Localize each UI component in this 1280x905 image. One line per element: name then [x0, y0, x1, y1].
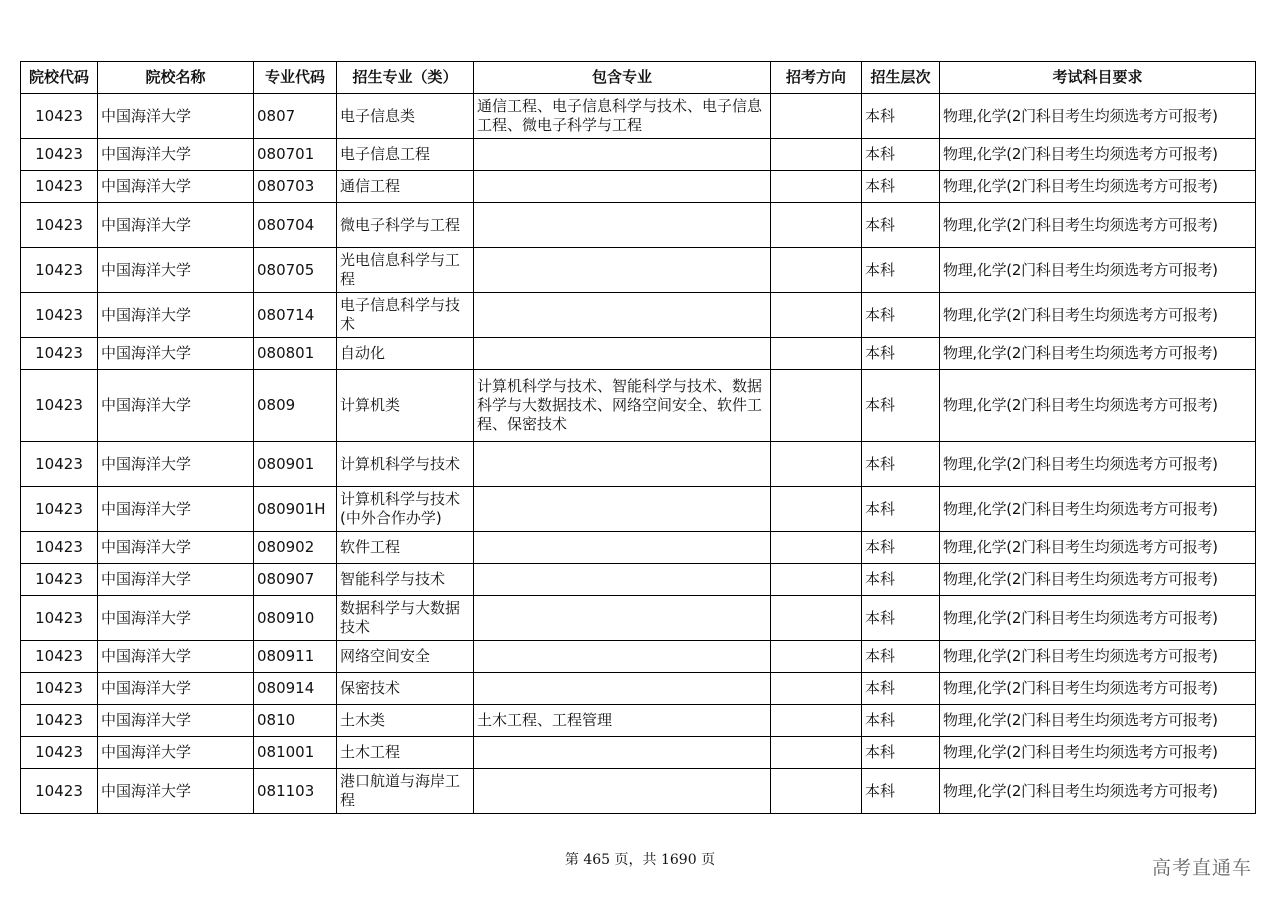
cell-direction	[771, 338, 862, 370]
cell-major-code: 080801	[254, 338, 337, 370]
cell-school-code: 10423	[21, 532, 98, 564]
cell-major: 计算机科学与技术	[337, 442, 474, 487]
table-row	[21, 94, 1256, 139]
cell-direction	[771, 705, 862, 737]
table-row	[21, 293, 1256, 338]
cell-major-code: 080703	[254, 171, 337, 203]
cell-direction	[771, 171, 862, 203]
cell-level: 本科	[862, 171, 940, 203]
cell-subjects: 物理,化学(2门科目考生均须选考方可报考)	[940, 769, 1256, 814]
cell-school-name: 中国海洋大学	[98, 171, 254, 203]
cell-includes	[474, 641, 771, 673]
cell-school-code: 10423	[21, 596, 98, 641]
cell-includes	[474, 139, 771, 171]
cell-subjects: 物理,化学(2门科目考生均须选考方可报考)	[940, 338, 1256, 370]
table-row	[21, 532, 1256, 564]
cell-subjects: 物理,化学(2门科目考生均须选考方可报考)	[940, 705, 1256, 737]
admissions-table	[20, 61, 1256, 814]
cell-direction	[771, 370, 862, 442]
cell-major: 电子信息科学与技术	[337, 293, 474, 338]
cell-school-code: 10423	[21, 293, 98, 338]
cell-direction	[771, 564, 862, 596]
cell-includes	[474, 338, 771, 370]
cell-level: 本科	[862, 769, 940, 814]
cell-level: 本科	[862, 338, 940, 370]
cell-major: 微电子科学与工程	[337, 203, 474, 248]
cell-includes	[474, 564, 771, 596]
table-row	[21, 248, 1256, 293]
cell-major: 土木工程	[337, 737, 474, 769]
cell-level: 本科	[862, 532, 940, 564]
cell-direction	[771, 248, 862, 293]
cell-school-name: 中国海洋大学	[98, 487, 254, 532]
cell-level: 本科	[862, 596, 940, 641]
cell-major: 电子信息工程	[337, 139, 474, 171]
table-row	[21, 673, 1256, 705]
watermark: 高考直通车	[1151, 857, 1252, 879]
cell-school-code: 10423	[21, 370, 98, 442]
cell-subjects: 物理,化学(2门科目考生均须选考方可报考)	[940, 171, 1256, 203]
table-row	[21, 705, 1256, 737]
cell-direction	[771, 139, 862, 171]
cell-subjects: 物理,化学(2门科目考生均须选考方可报考)	[940, 532, 1256, 564]
header-major: 招生专业（类）	[337, 62, 474, 94]
table-row	[21, 769, 1256, 814]
cell-direction	[771, 94, 862, 139]
cell-level: 本科	[862, 641, 940, 673]
cell-school-code: 10423	[21, 94, 98, 139]
header-direction: 招考方向	[771, 62, 862, 94]
header-level: 招生层次	[862, 62, 940, 94]
cell-direction	[771, 596, 862, 641]
cell-school-name: 中国海洋大学	[98, 94, 254, 139]
table-row	[21, 203, 1256, 248]
cell-subjects: 物理,化学(2门科目考生均须选考方可报考)	[940, 487, 1256, 532]
cell-major: 电子信息类	[337, 94, 474, 139]
cell-school-name: 中国海洋大学	[98, 737, 254, 769]
cell-major-code: 080907	[254, 564, 337, 596]
cell-subjects: 物理,化学(2门科目考生均须选考方可报考)	[940, 139, 1256, 171]
cell-includes	[474, 737, 771, 769]
cell-major: 软件工程	[337, 532, 474, 564]
cell-includes	[474, 487, 771, 532]
cell-school-name: 中国海洋大学	[98, 532, 254, 564]
cell-major: 土木类	[337, 705, 474, 737]
cell-major-code: 080705	[254, 248, 337, 293]
cell-level: 本科	[862, 94, 940, 139]
header-row	[21, 62, 1256, 94]
cell-subjects: 物理,化学(2门科目考生均须选考方可报考)	[940, 293, 1256, 338]
cell-direction	[771, 769, 862, 814]
cell-direction	[771, 673, 862, 705]
cell-major-code: 081001	[254, 737, 337, 769]
cell-school-name: 中国海洋大学	[98, 338, 254, 370]
cell-major-code: 080910	[254, 596, 337, 641]
cell-includes	[474, 442, 771, 487]
table-row	[21, 171, 1256, 203]
cell-subjects: 物理,化学(2门科目考生均须选考方可报考)	[940, 370, 1256, 442]
cell-school-code: 10423	[21, 338, 98, 370]
page-footer: 第 465 页，共 1690 页	[564, 852, 716, 868]
cell-major-code: 0809	[254, 370, 337, 442]
cell-major: 港口航道与海岸工程	[337, 769, 474, 814]
cell-major-code: 0810	[254, 705, 337, 737]
cell-major: 智能科学与技术	[337, 564, 474, 596]
header-subjects: 考试科目要求	[940, 62, 1256, 94]
cell-major-code: 080914	[254, 673, 337, 705]
cell-includes	[474, 293, 771, 338]
cell-major-code: 081103	[254, 769, 337, 814]
cell-level: 本科	[862, 370, 940, 442]
cell-includes	[474, 203, 771, 248]
cell-level: 本科	[862, 737, 940, 769]
cell-direction	[771, 641, 862, 673]
table-row	[21, 370, 1256, 442]
cell-major-code: 080902	[254, 532, 337, 564]
cell-school-name: 中国海洋大学	[98, 564, 254, 596]
table-row	[21, 564, 1256, 596]
table-row	[21, 737, 1256, 769]
cell-subjects: 物理,化学(2门科目考生均须选考方可报考)	[940, 596, 1256, 641]
cell-subjects: 物理,化学(2门科目考生均须选考方可报考)	[940, 442, 1256, 487]
cell-level: 本科	[862, 139, 940, 171]
header-school-name: 院校名称	[98, 62, 254, 94]
cell-school-name: 中国海洋大学	[98, 139, 254, 171]
cell-includes	[474, 171, 771, 203]
cell-school-name: 中国海洋大学	[98, 673, 254, 705]
cell-major: 网络空间安全	[337, 641, 474, 673]
cell-school-name: 中国海洋大学	[98, 370, 254, 442]
cell-includes: 通信工程、电子信息科学与技术、电子信息工程、微电子科学与工程	[474, 94, 771, 139]
table-row	[21, 596, 1256, 641]
cell-school-code: 10423	[21, 203, 98, 248]
cell-includes	[474, 769, 771, 814]
cell-subjects: 物理,化学(2门科目考生均须选考方可报考)	[940, 248, 1256, 293]
cell-includes: 土木工程、工程管理	[474, 705, 771, 737]
cell-subjects: 物理,化学(2门科目考生均须选考方可报考)	[940, 673, 1256, 705]
cell-major-code: 080911	[254, 641, 337, 673]
cell-school-code: 10423	[21, 641, 98, 673]
cell-major-code: 080901H	[254, 487, 337, 532]
header-school-code: 院校代码	[21, 62, 98, 94]
cell-school-code: 10423	[21, 769, 98, 814]
cell-level: 本科	[862, 705, 940, 737]
cell-direction	[771, 442, 862, 487]
cell-level: 本科	[862, 564, 940, 596]
cell-direction	[771, 203, 862, 248]
cell-major: 保密技术	[337, 673, 474, 705]
cell-major: 数据科学与大数据技术	[337, 596, 474, 641]
cell-school-code: 10423	[21, 705, 98, 737]
header-major-code: 专业代码	[254, 62, 337, 94]
table-row	[21, 338, 1256, 370]
cell-major: 计算机科学与技术(中外合作办学)	[337, 487, 474, 532]
cell-major-code: 080701	[254, 139, 337, 171]
table-row	[21, 139, 1256, 171]
header-includes: 包含专业	[474, 62, 771, 94]
cell-school-name: 中国海洋大学	[98, 769, 254, 814]
cell-includes	[474, 248, 771, 293]
cell-subjects: 物理,化学(2门科目考生均须选考方可报考)	[940, 737, 1256, 769]
cell-direction	[771, 487, 862, 532]
cell-subjects: 物理,化学(2门科目考生均须选考方可报考)	[940, 641, 1256, 673]
cell-school-name: 中国海洋大学	[98, 248, 254, 293]
cell-school-name: 中国海洋大学	[98, 293, 254, 338]
cell-major-code: 080714	[254, 293, 337, 338]
cell-level: 本科	[862, 293, 940, 338]
cell-level: 本科	[862, 673, 940, 705]
cell-includes	[474, 596, 771, 641]
table-row	[21, 641, 1256, 673]
cell-school-code: 10423	[21, 139, 98, 171]
cell-direction	[771, 532, 862, 564]
cell-major: 光电信息科学与工程	[337, 248, 474, 293]
cell-school-name: 中国海洋大学	[98, 203, 254, 248]
cell-includes	[474, 532, 771, 564]
cell-major: 自动化	[337, 338, 474, 370]
cell-level: 本科	[862, 203, 940, 248]
cell-school-name: 中国海洋大学	[98, 641, 254, 673]
cell-direction	[771, 293, 862, 338]
cell-level: 本科	[862, 442, 940, 487]
cell-school-name: 中国海洋大学	[98, 596, 254, 641]
cell-school-code: 10423	[21, 487, 98, 532]
cell-subjects: 物理,化学(2门科目考生均须选考方可报考)	[940, 94, 1256, 139]
cell-school-code: 10423	[21, 564, 98, 596]
cell-major-code: 080704	[254, 203, 337, 248]
cell-school-code: 10423	[21, 248, 98, 293]
cell-major: 计算机类	[337, 370, 474, 442]
cell-subjects: 物理,化学(2门科目考生均须选考方可报考)	[940, 203, 1256, 248]
cell-major: 通信工程	[337, 171, 474, 203]
cell-includes: 计算机科学与技术、智能科学与技术、数据科学与大数据技术、网络空间安全、软件工程、保密技术	[474, 370, 771, 442]
cell-school-code: 10423	[21, 737, 98, 769]
cell-school-name: 中国海洋大学	[98, 442, 254, 487]
table-row	[21, 442, 1256, 487]
table-row	[21, 487, 1256, 532]
cell-includes	[474, 673, 771, 705]
cell-major-code: 0807	[254, 94, 337, 139]
cell-direction	[771, 737, 862, 769]
cell-school-code: 10423	[21, 442, 98, 487]
cell-school-name: 中国海洋大学	[98, 705, 254, 737]
cell-subjects: 物理,化学(2门科目考生均须选考方可报考)	[940, 564, 1256, 596]
cell-major-code: 080901	[254, 442, 337, 487]
cell-level: 本科	[862, 487, 940, 532]
cell-school-code: 10423	[21, 673, 98, 705]
cell-school-code: 10423	[21, 171, 98, 203]
cell-level: 本科	[862, 248, 940, 293]
